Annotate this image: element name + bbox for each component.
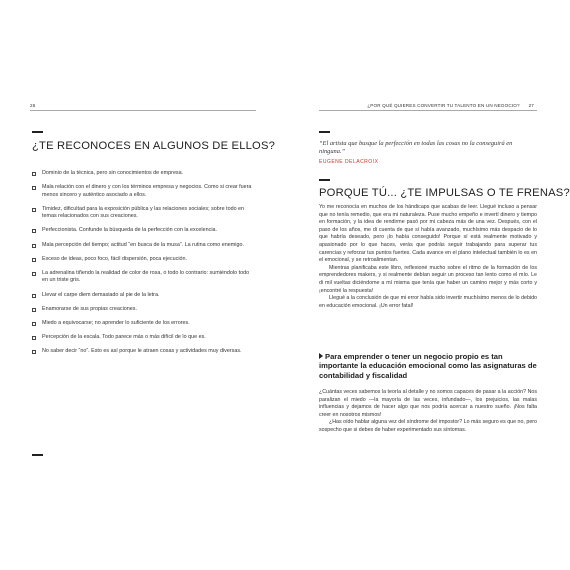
checklist-item: Mala percepción del tiempo; actitud “en busca de la musa”. La rutina como enemigo. — [32, 242, 252, 249]
closing-dash-left — [32, 454, 43, 456]
right-page — [285, 0, 570, 570]
header-rule-left — [30, 110, 256, 111]
paragraph: Yo me reconocía en muchos de los hándicaps que acabas de leer. Llegué incluso a pensar que no tenía remedio, que era mi naturaleza. Puse mucho empeño e invertí dinero y tiempo en formación, y la idea de rendirme pasó por mi cabeza más de una vez. Después, con el paso de los años, me di cuenta de que sí había avanzado, muchísimo más despacio de lo que habría deseado, pero ¡lo había conseguido! Porque sí está realmente motivado y apasionado por lo que haces, verás que podrás seguir trabajando para superar tus carencias y reforzar tus puntos fuertes. Cada avance en el plano intelectual también lo es en el emocional, y se retroalimentan. — [319, 204, 537, 264]
paragraph: Mientras planificaba este libro, reflexioné mucho sobre el ritmo de la formación de los emprendedores makers, y si realmente debían seguir un proceso tan lento como el mío. Le di mil vueltas diciéndome a mí misma que tenía que haber un camino mejor y más corto y ¡encontré la respuesta! — [319, 264, 537, 294]
header-rule-right — [319, 110, 537, 111]
checklist — [32, 170, 252, 363]
triangle-bullet-icon — [319, 353, 323, 359]
checkbox-icon — [32, 336, 36, 340]
left-section-title: ¿TE RECONOCES EN ALGUNOS DE ELLOS? — [32, 140, 276, 152]
checklist-item: Dominio de la técnica, pero sin conocimientos de empresa. — [32, 170, 252, 177]
paragraph: ¿Has oído hablar alguna vez del síndrome del impostor? Lo más seguro es que no, pero sospecho que si debes de haber experimentado sus síntomas. — [319, 419, 537, 433]
paragraph: ¿Cuántas veces sabemos la teoría al detalle y no somos capaces de pasar a la acción? Nos paralizan el miedo —la mayoría de las veces, infundado—, los prejuicios, las malas influencias y dejamos de hacer algo que nos podría acercar a nuestro sueño. ¡Nos falta creer en nosotros mismos! — [319, 389, 537, 418]
checkbox-icon — [32, 229, 36, 233]
checkbox-icon — [32, 172, 36, 176]
running-head-text: ¿POR QUÉ QUIERES CONVERTIR TU TALENTO EN UN NEGOCIO? — [367, 103, 520, 108]
checkbox-icon — [32, 208, 36, 212]
title-dash-left — [32, 131, 43, 133]
checkbox-icon — [32, 272, 36, 276]
checklist-item: Enamorarse de sus propias creaciones. — [32, 306, 252, 313]
title-dash-right — [319, 179, 330, 181]
checkbox-icon — [32, 322, 36, 326]
checkbox-icon — [32, 294, 36, 298]
quote-dash — [319, 131, 330, 133]
highlight-subheading: Para emprender o tener un negocio propio es tan importante la educación emocional como las asignaturas de contabilidad y fiscalidad — [319, 352, 537, 380]
checklist-item: Percepción de la escala. Todo parece más o más difícil de lo que es. — [32, 334, 252, 341]
closing-text — [319, 389, 537, 435]
body-text — [319, 204, 537, 310]
page-number-left: 26 — [30, 103, 36, 108]
paragraph: Llegué a la conclusión de que mi error había sido invertir muchísimo menos de lo debido en educación emocional. ¡Un error fatal! — [319, 295, 537, 309]
checklist-item: Perfeccionista. Confunde la búsqueda de la perfección con la excelencia. — [32, 227, 252, 234]
checkbox-icon — [32, 308, 36, 312]
running-head — [367, 103, 534, 108]
checklist-item: Timidez, dificultad para la exposición pública y las relaciones sociales; sobre todo en temas relacionados con sus creaciones. — [32, 206, 252, 221]
checkbox-icon — [32, 350, 36, 354]
checkbox-icon — [32, 258, 36, 262]
right-section-title: PORQUE TÚ... ¿TE IMPULSAS O TE FRENAS? — [319, 187, 570, 199]
checklist-item: Exceso de ideas, poco foco, fácil dispersión, poca ejecución. — [32, 256, 252, 263]
checkbox-icon — [32, 186, 36, 190]
page-number-right: 27 — [528, 103, 534, 108]
checklist-item: No saber decir “no”. Esto es así porque le atraen cosas y actividades muy diversas. — [32, 348, 252, 355]
epigraph-quote: “El artista que busque la perfección en todas las cosas no la conseguirá en ninguna.” — [319, 140, 513, 155]
checkbox-icon — [32, 244, 36, 248]
checklist-item: La adrenalina tiñendo la realidad de color de rosa, o todo lo contrario: sumiéndolo todo en un triste gris. — [32, 270, 252, 285]
epigraph-author: EUGENE DELACROIX — [319, 159, 379, 165]
checklist-item: Mala relación con el dinero y con los términos empresa y negocios. Como si crear fuera menos sincero y auténtico asociado a ellos. — [32, 184, 252, 199]
checklist-item: Llevar el carpe diem demasiado al pie de la letra. — [32, 292, 252, 299]
checklist-item: Miedo a equivocarse; no aprender lo suficiente de los errores. — [32, 320, 252, 327]
